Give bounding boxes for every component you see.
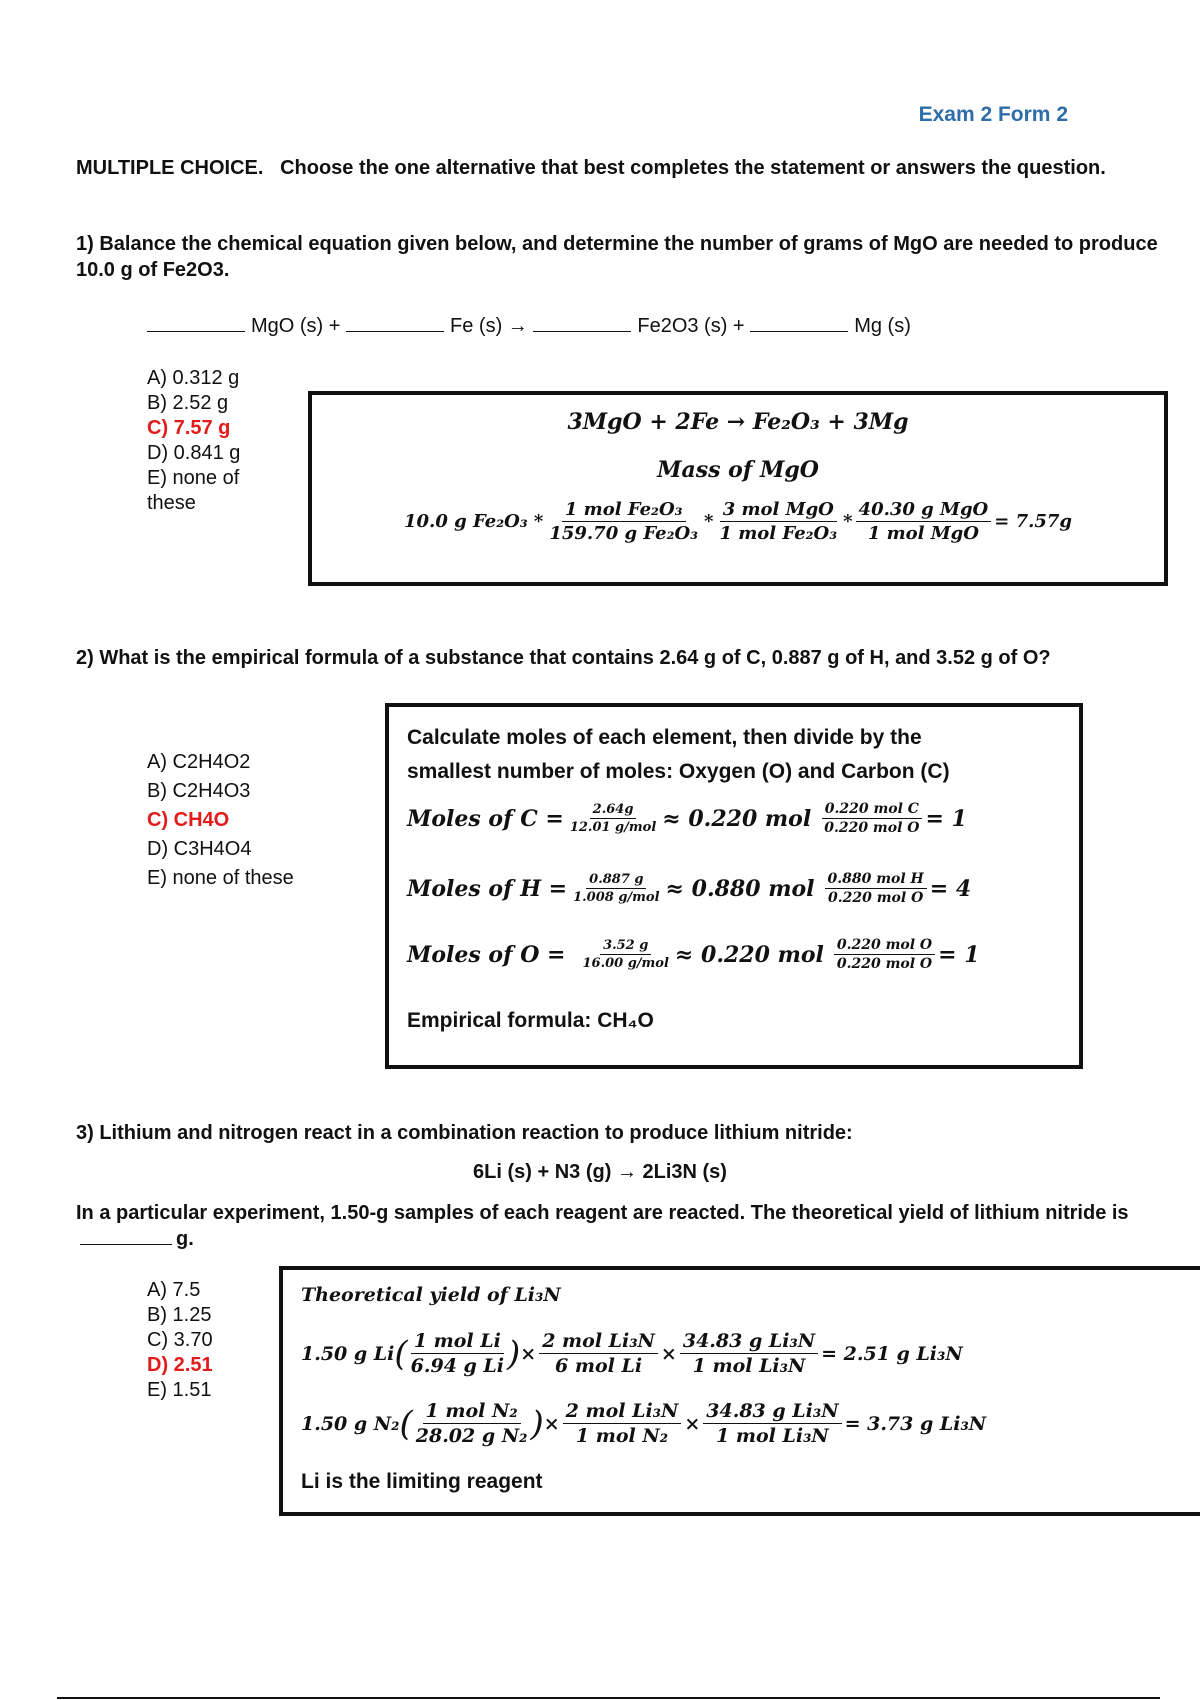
solution-heading: Mass of MgO: [657, 457, 819, 483]
li-calc-row: 1.50 g Li ( $\frac{\text{1 mol Li}}{\text{6.94 g Li}}$ ) × $\frac{\text{2 mol Li₃N}}{\text{6 mol Li}}$ × $\frac{\text{34.83 g Li₃N}}{\text{1 mol Li₃N}}$ = 2.51 g Li₃N: [301, 1330, 963, 1377]
calc-start: 10.0 g Fe₂O₃ *: [404, 511, 544, 532]
q1-prompt: 1) Balance the chemical equation given below, and determine the number of grams of MgO are needed to produce 10.0 g of Fe2O3.: [76, 233, 1158, 281]
q3-solution-heading: Theoretical yield of Li₃N: [301, 1284, 561, 1306]
ratio-h-den: 0.220 mol O: [828, 890, 924, 906]
li-f2-den: 6 mol Li: [555, 1355, 643, 1377]
q2-intro-line-2: smallest number of moles: Oxygen (O) and Carbon (C): [407, 760, 950, 783]
q1-options: [147, 366, 240, 516]
q2-intro: [407, 721, 950, 789]
exam-title: Exam 2 Form 2: [918, 103, 1068, 126]
moles-c-den: 12.01 g/mol: [569, 820, 657, 835]
q3-option-e[interactable]: E) 1.51: [147, 1379, 212, 1401]
q2-option-a[interactable]: A) C2H4O2: [147, 751, 251, 773]
ratio-o-num: 0.220 mol O: [834, 937, 935, 955]
q2-solution-box: [385, 703, 1083, 1069]
moles-o-label: Moles of O =: [407, 941, 566, 968]
q2-option-b[interactable]: B) C2H4O3: [147, 780, 251, 802]
li-f2-num: 2 mol Li₃N: [539, 1330, 658, 1354]
moles-c-label: Moles of C =: [407, 805, 564, 832]
q2-option-c[interactable]: C) CH4O: [147, 809, 230, 831]
q1-option-a[interactable]: A) 0.312 g: [147, 367, 240, 389]
q1-calculation: 10.0 g Fe₂O₃ * $\frac{\text{1 mol Fe₂O₃}}{\text{159.70 g Fe₂O₃}}$ * $\frac{\text{3 mol MgO}}{\text{1 mol Fe₂O₃}}$ * $\frac{\text{40.30 g MgO}}{\text{1 mol MgO}}$ = 7.57g: [404, 499, 1073, 544]
q2-options: [147, 748, 294, 893]
blank-2[interactable]: [346, 313, 444, 332]
q3-answer-blank[interactable]: [80, 1226, 172, 1245]
q2-prompt: 2) What is the empirical formula of a substance that contains 2.64 g of C, 0.887 g of H, and 3.52 g of O?: [76, 647, 1051, 669]
q3-option-c[interactable]: C) 3.70: [147, 1329, 213, 1351]
page-bottom-rule: [57, 1697, 1160, 1699]
moles-c-num: 2.64g: [590, 802, 637, 819]
moles-o-num: 3.52 g: [600, 938, 651, 955]
ratio-h-num: 0.880 mol H: [825, 871, 927, 889]
li-f1-num: 1 mol Li: [411, 1330, 504, 1354]
ratio-o-den: 0.220 mol O: [836, 956, 933, 972]
n2-f1-den: 28.02 g N₂: [415, 1425, 528, 1447]
eq-term-2: Fe (s) →: [450, 315, 528, 337]
q3-options: [147, 1278, 213, 1403]
eq-term-4: Mg (s): [854, 315, 911, 337]
li-start: 1.50 g Li: [301, 1342, 395, 1365]
q3-text-main: In a particular experiment, 1.50-g samples of each reagent are reacted. The theoretical yield of lithium nitride is: [76, 1202, 1129, 1224]
moles-o-row: [407, 937, 980, 972]
q3-reaction: 6Li (s) + N3 (g) → 2Li3N (s): [473, 1161, 727, 1183]
frac2-den: 1 mol Fe₂O₃: [719, 523, 838, 544]
q3-text-unit: g.: [176, 1228, 194, 1250]
ratio-c-num: 0.220 mol C: [822, 801, 922, 819]
li-result: = 2.51 g Li₃N: [821, 1342, 963, 1365]
frac3-num: 40.30 g MgO: [856, 499, 992, 522]
moles-h-approx: ≈ 0.880 mol: [665, 875, 815, 902]
q1-option-e-cont: these: [147, 492, 196, 514]
moles-o-den: 16.00 g/mol: [582, 956, 669, 971]
li-f3-num: 34.83 g Li₃N: [680, 1330, 818, 1354]
q2-option-d[interactable]: D) C3H4O4: [147, 838, 252, 860]
n2-calc-row: 1.50 g N₂ ( $\frac{\text{1 mol N₂}}{\text{28.02 g N₂}}$ ) × $\frac{\text{2 mol Li₃N}}{\text{1 mol N₂}}$ × $\frac{\text{34.83 g Li₃N}}{\text{1 mol Li₃N}}$ = 3.73 g Li₃N: [301, 1400, 987, 1447]
q3-option-a[interactable]: A) 7.5: [147, 1279, 201, 1301]
moles-o-approx: ≈ 0.220 mol: [674, 941, 824, 968]
blank-3[interactable]: [533, 313, 631, 332]
q3-option-d[interactable]: D) 2.51: [147, 1354, 213, 1376]
n2-result: = 3.73 g Li₃N: [844, 1412, 987, 1435]
empirical-formula: Empirical formula: CH₄O: [407, 1009, 654, 1032]
eq-term-3: Fe2O3 (s) +: [637, 315, 745, 337]
li-f3-den: 1 mol Li₃N: [692, 1355, 806, 1377]
frac1-num: 1 mol Fe₂O₃: [562, 499, 686, 522]
frac2-num: 3 mol MgO: [720, 499, 837, 522]
instructions: [76, 155, 1136, 181]
frac3-den: 1 mol MgO: [867, 523, 979, 544]
moles-c-approx: ≈ 0.220 mol: [662, 805, 812, 832]
moles-h-row: [407, 871, 971, 906]
n2-f3-den: 1 mol Li₃N: [716, 1425, 829, 1447]
balanced-equation: 3MgO + 2Fe → Fe₂O₃ + 3Mg: [567, 409, 909, 435]
ratio-c-den: 0.220 mol O: [824, 820, 920, 836]
q3-solution-box: [279, 1266, 1200, 1516]
q3-text: [76, 1200, 1166, 1252]
q1-solution-box: [308, 391, 1168, 586]
q3-option-b[interactable]: B) 1.25: [147, 1304, 212, 1326]
li-f1-den: 6.94 g Li: [410, 1355, 505, 1377]
q1-option-c[interactable]: C) 7.57 g: [147, 417, 231, 439]
q2-option-e[interactable]: E) none of these: [147, 867, 294, 889]
q2-intro-line-1: Calculate moles of each element, then divide by the: [407, 726, 922, 749]
blank-1[interactable]: [147, 313, 245, 332]
q1-equation: [147, 313, 911, 338]
n2-f2-num: 2 mol Li₃N: [563, 1400, 682, 1424]
moles-h-label: Moles of H =: [407, 875, 568, 902]
q1-option-b[interactable]: B) 2.52 g: [147, 392, 229, 414]
moles-c-row: [407, 801, 967, 836]
q1-option-e[interactable]: E) none of: [147, 467, 240, 489]
moles-h-num: 0.887 g: [586, 872, 646, 889]
moles-h-den: 1.008 g/mol: [573, 890, 660, 905]
blank-4[interactable]: [750, 313, 848, 332]
ratio-c-result: = 1: [925, 805, 967, 832]
n2-start: 1.50 g N₂: [301, 1412, 400, 1435]
eq-term-1: MgO (s) +: [251, 315, 341, 337]
n2-f2-den: 1 mol N₂: [575, 1425, 669, 1447]
limiting-reagent: Li is the limiting reagent: [301, 1470, 543, 1493]
n2-f1-num: 1 mol N₂: [423, 1400, 521, 1424]
n2-f3-num: 34.83 g Li₃N: [703, 1400, 841, 1424]
ratio-o-result: = 1: [938, 941, 980, 968]
instructions-lead: MULTIPLE CHOICE.: [76, 157, 264, 179]
ratio-h-result: = 4: [929, 875, 972, 902]
q3-prompt: 3) Lithium and nitrogen react in a combination reaction to produce lithium nitride:: [76, 1122, 853, 1144]
frac1-den: 159.70 g Fe₂O₃: [549, 523, 699, 544]
instructions-text: Choose the one alternative that best completes the statement or answers the question.: [280, 157, 1106, 179]
q1-option-d[interactable]: D) 0.841 g: [147, 442, 241, 464]
calc-result: = 7.57g: [994, 511, 1073, 532]
